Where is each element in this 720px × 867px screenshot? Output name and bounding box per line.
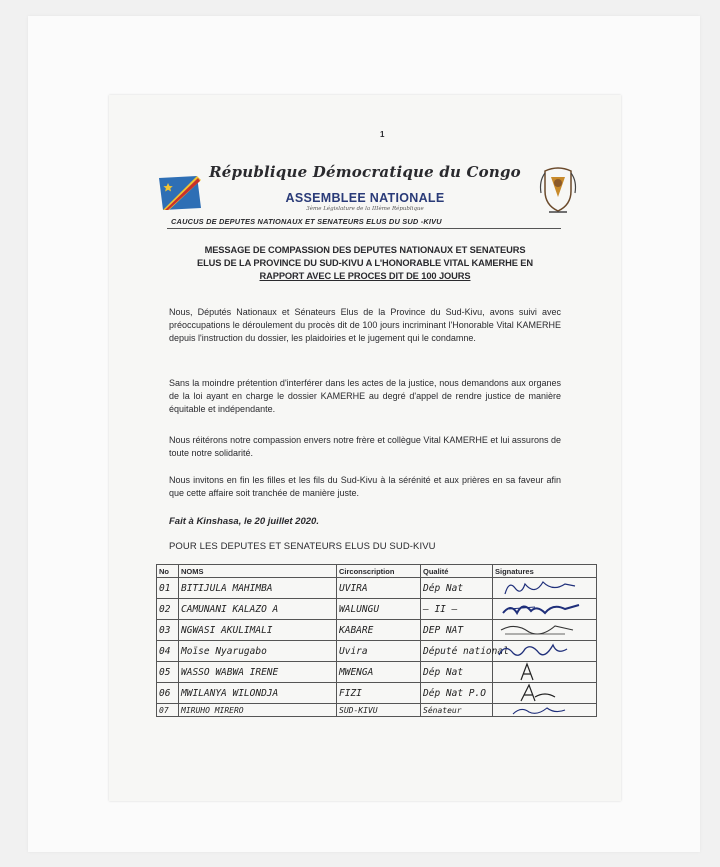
signature-cell (493, 599, 597, 620)
row-no: 04 (157, 641, 179, 662)
row-nom: MWILANYA WILONDJA (179, 683, 337, 704)
row-qualite: Dép Nat (421, 578, 493, 599)
row-circonscription: MWENGA (337, 662, 421, 683)
title-line-3: RAPPORT AVEC LE PROCES DIT DE 100 JOURS (259, 271, 471, 281)
table-row (157, 620, 597, 641)
row-nom: WASSO WABWA IRENE (179, 662, 337, 683)
republic-heading: République Démocratique du Congo (209, 163, 521, 181)
paragraph-1: Nous, Députés Nationaux et Sénateurs Elus de la Province du Sud-Kivu, avons suivi avec préoccupations le déroulement du procès dit de 100 jours incriminant l'Honorable Vital KAMERHE depuis l'instruction du dossier, les plaidoiries et le jugement qui le condamne. (169, 307, 561, 343)
document-page (109, 95, 621, 801)
col-header-no: No (157, 565, 179, 578)
row-no: 02 (157, 599, 179, 620)
assembly-heading: ASSEMBLEE NATIONALE (285, 191, 445, 205)
message-title (169, 244, 561, 283)
row-qualite: Dép Nat P.O (421, 683, 493, 704)
signature-cell (493, 704, 597, 717)
row-qualite: Dép Nat (421, 662, 493, 683)
signatories-heading: POUR LES DEPUTES ET SENATEURS ELUS DU SUD-KIVU (169, 541, 436, 552)
signature-cell (493, 620, 597, 641)
signature-scribble-icon (495, 683, 585, 703)
row-circonscription: UVIRA (337, 578, 421, 599)
row-nom: MIRUHO MIRERO (179, 704, 337, 717)
signature-scribble-icon (495, 599, 585, 619)
row-circonscription: Uvira (337, 641, 421, 662)
signature-scribble-icon (495, 704, 585, 716)
row-circonscription: KABARE (337, 620, 421, 641)
title-line-2: ELUS DE LA PROVINCE DU SUD-KIVU A L'HONORABLE VITAL KAMERHE EN (196, 258, 534, 268)
col-header-noms: NOMS (179, 565, 337, 578)
row-circonscription: FIZI (337, 683, 421, 704)
signature-cell (493, 662, 597, 683)
legislature-subtitle: 3ème Législature de la IIIème République (306, 206, 424, 212)
signature-cell (493, 641, 597, 662)
table-row (157, 704, 597, 717)
row-nom: CAMUNANI KALAZO A (179, 599, 337, 620)
caucus-line: CAUCUS DE DEPUTES NATIONAUX ET SENATEURS ELUS DU SUD -KIVU (171, 217, 442, 226)
header-divider (167, 228, 561, 229)
paragraph-3: Nous réitérons notre compassion envers notre frère et collègue Vital KAMERHE et lui assurons de toute notre solidarité. (169, 435, 561, 458)
row-no: 07 (157, 704, 179, 717)
row-qualite: DEP NAT (421, 620, 493, 641)
table-row (157, 683, 597, 704)
table-header-row (157, 565, 597, 578)
col-header-signatures: Signatures (493, 565, 597, 578)
title-line-1: MESSAGE DE COMPASSION DES DEPUTES NATIONAUX ET SENATEURS (204, 245, 526, 255)
signature-cell (493, 578, 597, 599)
page-number: 1 (380, 130, 385, 139)
row-nom: NGWASI AKULIMALI (179, 620, 337, 641)
row-no: 05 (157, 662, 179, 683)
signature-scribble-icon (495, 641, 585, 661)
table-row (157, 599, 597, 620)
place-date: Fait à Kinshasa, le 20 juillet 2020. (169, 516, 319, 527)
row-qualite: Député national (421, 641, 493, 662)
paragraph-4: Nous invitons en fin les filles et les fils du Sud-Kivu à la sérénité et aux prières en sa faveur afin que cette affaire soit tranchée de manière juste. (169, 475, 561, 498)
signature-table (156, 564, 597, 717)
signature-cell (493, 683, 597, 704)
table-row (157, 578, 597, 599)
row-no: 03 (157, 620, 179, 641)
row-nom: Moïse Nyarugabo (179, 641, 337, 662)
col-header-qualite: Qualité (421, 565, 493, 578)
table-row (157, 641, 597, 662)
signature-scribble-icon (495, 662, 585, 682)
row-qualite: — II — (421, 599, 493, 620)
row-circonscription: SUD-KIVU (337, 704, 421, 717)
signature-scribble-icon (495, 578, 585, 598)
row-qualite: Sénateur (421, 704, 493, 717)
paragraph-2: Sans la moindre prétention d'interférer dans les actes de la justice, nous demandons aux organes de la loi ayant en charge le dossier KAMERHE au degré d'appel de rendre justice de manière équitable et indépendante. (169, 378, 561, 414)
row-nom: BITIJULA MAHIMBA (179, 578, 337, 599)
row-no: 06 (157, 683, 179, 704)
col-header-circonscription: Circonscription (337, 565, 421, 578)
row-no: 01 (157, 578, 179, 599)
row-circonscription: WALUNGU (337, 599, 421, 620)
table-row (157, 662, 597, 683)
signature-scribble-icon (495, 620, 585, 640)
